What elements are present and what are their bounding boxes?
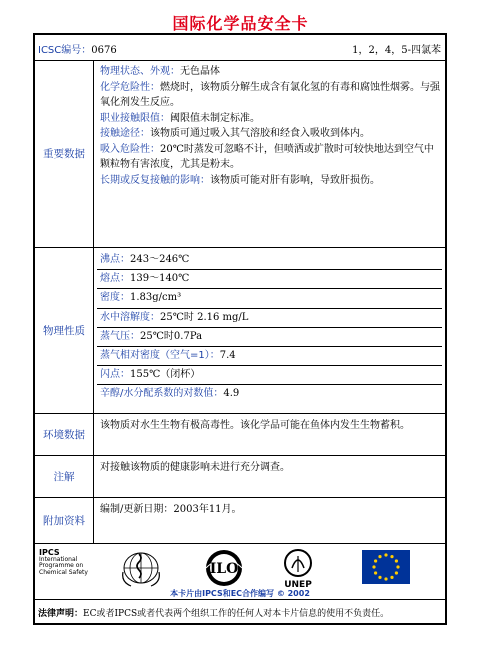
important-item: 长期或反复接触的影响：该物质可能对肝有影响，导致肝损伤。 (100, 174, 380, 186)
property-line: 密度：1.83g/cm³ (97, 289, 442, 308)
property-line: 熔点：139～140℃ (97, 270, 442, 289)
ilo-emblem-icon (200, 548, 248, 588)
property-line: 水中溶解度：25℃时 2.16 mg/L (97, 309, 442, 328)
svg-text:ILO: ILO (209, 561, 239, 577)
footer-logos (35, 544, 445, 600)
page-title: 国际化学品安全卡 (172, 14, 309, 33)
unep-emblem-icon (278, 548, 318, 578)
property-line: 蒸气相对密度（空气=1）：7.4 (97, 347, 442, 366)
card-header (35, 35, 445, 61)
property-line: 闪点：155℃（闭杯） (97, 366, 442, 385)
important-data-text (97, 63, 442, 188)
notes-text: 对接触该物质的健康影响未进行充分调查。 (100, 462, 290, 473)
important-item: 接触途径：该物质可通过吸入其气溶胶和经食入吸收到体内。 (100, 128, 370, 139)
important-item: 物理状态、外观：无色晶体 (100, 66, 220, 77)
eu-flag-icon (362, 550, 410, 584)
chemical-name: 1，2，4，5-四氯苯 (352, 45, 441, 56)
legal-text: EC或者IPCS或者代表两个组织工作的任何人对本卡片信息的使用不负责任。 (83, 609, 390, 619)
additional-info-text: 编制/更新日期：2003年11月。 (100, 504, 242, 515)
legal-key: 法律声明： (38, 609, 84, 619)
environment-label: 环境数据 (35, 414, 94, 455)
physical-properties-label: 物理性质 (35, 248, 94, 413)
cooperation-note: 本卡片由IPCS和EC合作编写 © 2002 (170, 589, 310, 598)
important-data-section (35, 60, 445, 248)
safety-card (33, 33, 447, 625)
property-line: 蒸气压：25℃时0.7Pa (97, 328, 442, 347)
icsc-number: 0676 (91, 45, 117, 56)
notes-section (35, 456, 445, 498)
notes-label: 注解 (35, 456, 94, 497)
unep-label: UNEP (284, 580, 312, 590)
icsc-id (38, 41, 117, 56)
important-item: 吸入危险性：20℃时蒸发可忽略不计，但喷洒或扩散时可较快地达到空气中颗粒物有害浓度，尤其是粉末。 (100, 143, 434, 170)
property-line: 辛醇/水分配系数的对数值：4.9 (100, 388, 240, 400)
icsc-label: ICSC编号： (38, 45, 92, 56)
important-item: 职业接触限值：阈限值未制定标准。 (100, 112, 260, 124)
important-item: 化学危险性：燃烧时，该物质分解生成含有氯化氢的有毒和腐蚀性烟雾。与强氧化剂发生反应。 (100, 81, 440, 108)
physical-properties-section (35, 248, 445, 414)
property-line: 沸点：243～246℃ (97, 251, 442, 270)
environment-section (35, 414, 445, 456)
additional-info-section (35, 498, 445, 544)
important-data-label: 重要数据 (35, 60, 94, 247)
who-emblem-icon (119, 548, 163, 588)
environment-text: 该物质对水生生物有极高毒性。该化学品可能在鱼体内发生生物蓄积。 (100, 420, 410, 431)
ipcs-logo-text: IPCS International Programme on Chemical Safety (39, 548, 88, 576)
unep-logo (278, 548, 318, 590)
additional-info-label: 附加资料 (35, 498, 94, 543)
legal-statement (35, 606, 448, 619)
